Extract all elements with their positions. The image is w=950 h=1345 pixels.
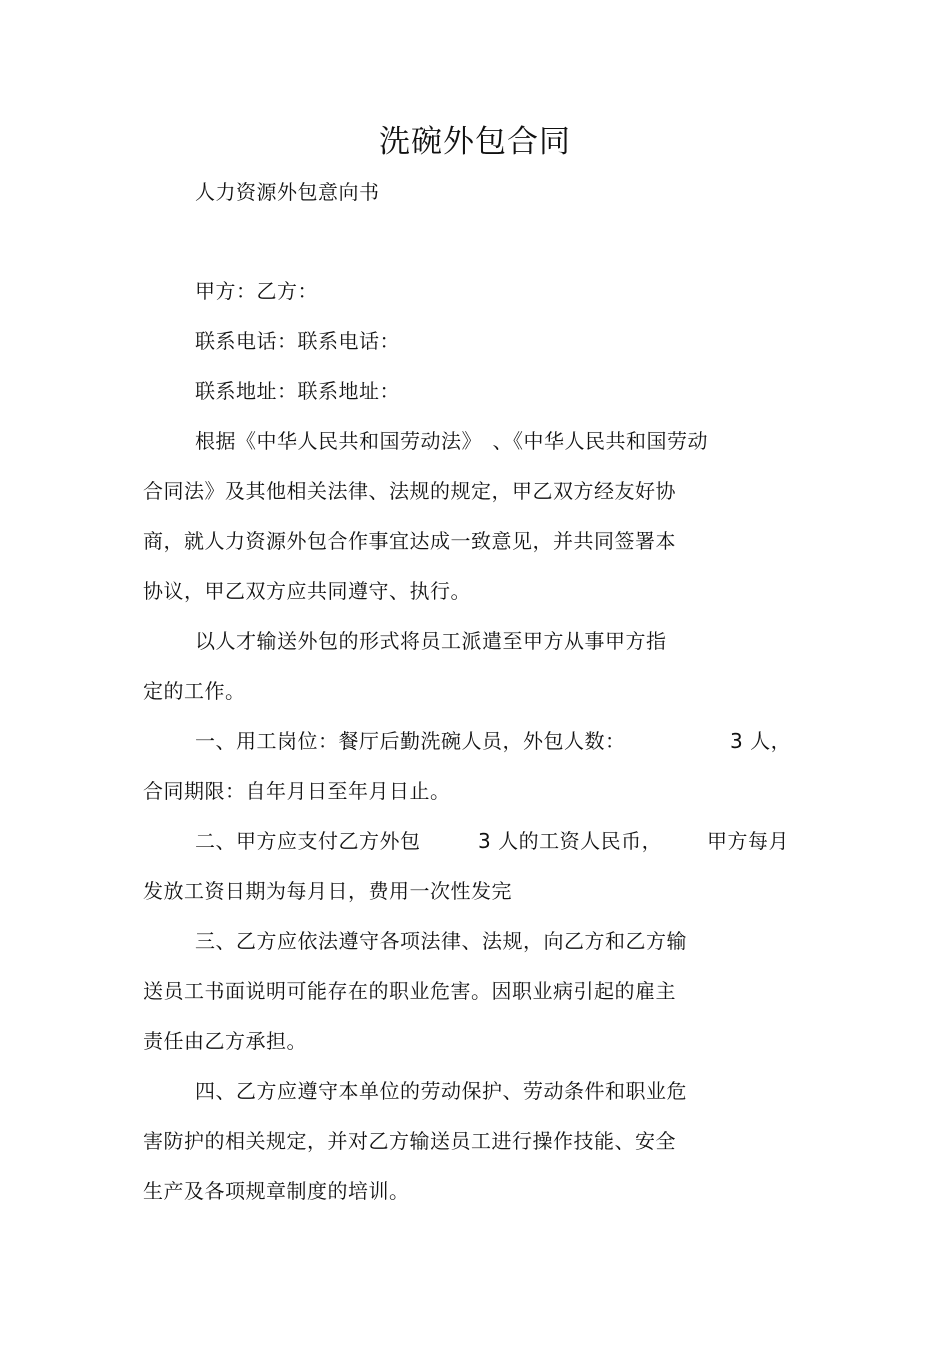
phone-line: 联系电话：联系电话： — [195, 329, 400, 353]
paragraph-line: 合同法》及其他相关法律、法规的规定，甲乙双方经友好协 — [143, 479, 676, 503]
address-line: 联系地址：联系地址： — [195, 379, 400, 403]
clause-line: 送员工书面说明可能存在的职业危害。因职业病引起的雇主 — [143, 979, 676, 1003]
clause-line: 生产及各项规章制度的培训。 — [143, 1179, 410, 1203]
clause-line: 害防护的相关规定，并对乙方输送员工进行操作技能、安全 — [143, 1129, 676, 1153]
clause-line: 二、甲方应支付乙方外包 — [195, 829, 421, 853]
clause-line: 甲方每月 — [707, 829, 789, 853]
paragraph-line: 根据《中华人民共和国劳动法》 、《中华人民共和国劳动 — [195, 429, 708, 453]
clause-value: 3 人， — [730, 729, 792, 753]
document-subtitle: 人力资源外包意向书 — [195, 180, 380, 204]
clause-line: 合同期限：自年月日至年月日止。 — [143, 779, 451, 803]
paragraph-line: 以人才输送外包的形式将员工派遣至甲方从事甲方指 — [195, 629, 667, 653]
clause-value: 3 人的工资人民币， — [478, 829, 663, 853]
clause-line: 一、用工岗位：餐厅后勤洗碗人员，外包人数： — [195, 729, 626, 753]
clause-line: 发放工资日期为每月日，费用一次性发完 — [143, 879, 512, 903]
clause-line: 四、乙方应遵守本单位的劳动保护、劳动条件和职业危 — [195, 1079, 687, 1103]
clause-line: 三、乙方应依法遵守各项法律、法规，向乙方和乙方输 — [195, 929, 687, 953]
paragraph-line: 定的工作。 — [143, 679, 246, 703]
clause-line: 责任由乙方承担。 — [143, 1029, 307, 1053]
parties-line: 甲方：乙方： — [195, 279, 318, 303]
paragraph-line: 商，就人力资源外包合作事宜达成一致意见，并共同签署本 — [143, 529, 676, 553]
paragraph-line: 协议，甲乙双方应共同遵守、执行。 — [143, 579, 471, 603]
document-title: 洗碗外包合同 — [379, 124, 571, 160]
